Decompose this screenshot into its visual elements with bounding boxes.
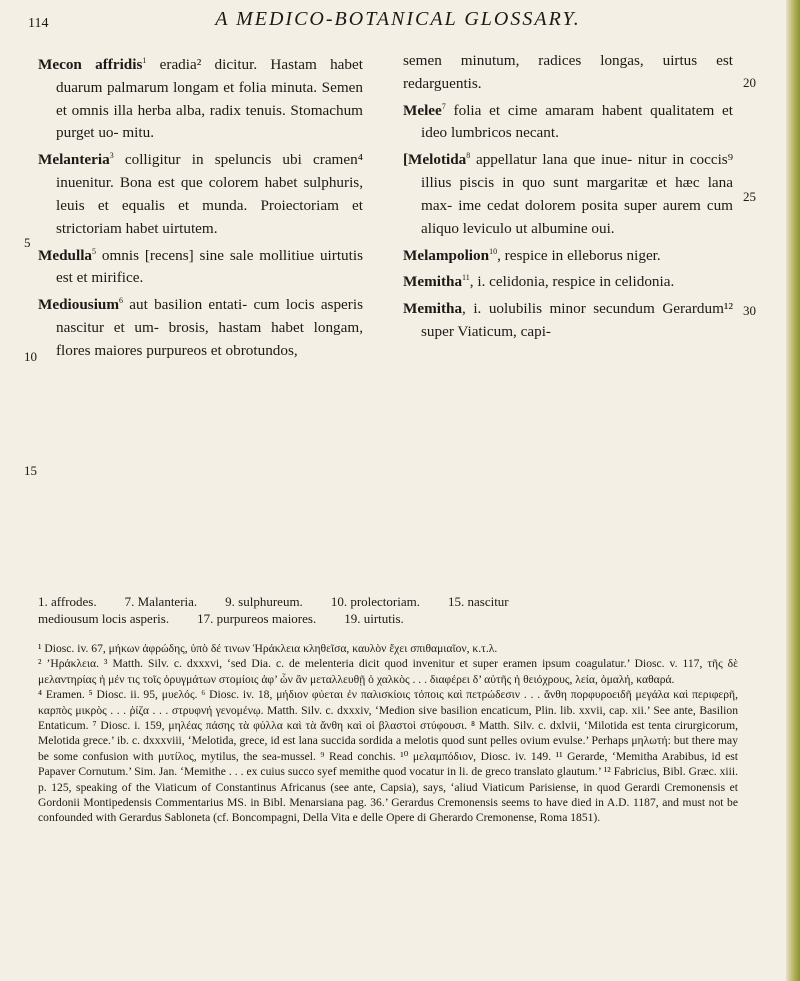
- glossary-entry: [38, 290, 363, 362]
- entry-text: folia et cime amaram habent qualitatem et ideo lumbricos necant.: [421, 101, 733, 142]
- editorial-note: mediousum locis asperis.: [38, 611, 170, 626]
- entry-text: appellatur lana que inue- nitur in coccis⁹ illius piscis in quo sunt margaritæ et hæc lana max- ime cedat dolorem posita super aurem cum aliquo leviculo ut albumine oui.: [421, 151, 733, 237]
- footnote-ref: 11: [462, 273, 470, 283]
- glossary-entry: [403, 241, 733, 268]
- entry-headword: Memitha: [403, 300, 463, 318]
- footnote-ref: 6: [119, 296, 124, 306]
- glossary-entry: [403, 267, 733, 294]
- glossary-entry: [38, 241, 363, 291]
- footnote-ref: 3: [109, 151, 114, 161]
- page-header: [28, 8, 768, 36]
- editorial-note: 15. nascitur: [447, 594, 509, 609]
- entry-text: colligitur in speluncis ubi cramen⁴ inuenitur. Bona est que colorem habet sulphuris, leuis et equalis et munda. Proiectoriam et strictoriam habet uirtutem.: [56, 151, 363, 237]
- line-number: 10: [24, 349, 37, 364]
- entry-text: , i. uolubilis minor secundum Gerardum¹² super Viaticum, capi-: [421, 300, 733, 341]
- editorial-note: 17. purpureos maiores.: [197, 611, 317, 626]
- entry-text: , i. celidonia, respice in celidonia.: [469, 273, 675, 291]
- running-head: A MEDICO-BOTANICAL GLOSSARY.: [215, 8, 581, 30]
- footnote-ref: 10: [489, 246, 498, 256]
- footnote-ref: 5: [92, 246, 97, 256]
- glossary-entry: [403, 96, 733, 146]
- entry-headword: Melanteria: [38, 151, 110, 169]
- entry-text: eradia² dicitur. Hastam habet duarum palmarum longam et folia minuta. Semen et omnis illa herba alba, radix tenuis. Stomachum purget uo- mitu.: [56, 56, 363, 142]
- footnote-ref: 7: [441, 101, 446, 111]
- editorial-notes: [38, 593, 738, 627]
- left-column: [24, 50, 363, 478]
- footnote: ² ’Ηράκλεια. ³ Matth. Silv. c. dxxxvi, ‘sed Dia. c. de melenteria dicit quod invenitur et super eramen ipsum coagulatur.’ Diosc. v. 117, τῆς δὲ μελαντηρίας ἡ μέν τις τοῖς ὀρυγμάτων στομίοις ἀφ’ ὧν ἂν μεταλλευθῇ ὁ χαλκὸς . . . διαφέρει δ’ αὐτῆς ἡ θειόχρους, λεία, ὁμαλή, καθαρά.: [38, 657, 738, 686]
- line-number: 20: [743, 75, 756, 90]
- editorial-note: 19. uirtutis.: [344, 611, 404, 626]
- glossary-entry: [38, 145, 363, 240]
- line-number: 30: [743, 303, 756, 318]
- entry-headword: Melampolion: [403, 246, 490, 264]
- page-edge-strip: [786, 0, 800, 981]
- editorial-notes-row: [38, 610, 738, 627]
- entry-headword: Medulla: [38, 246, 93, 264]
- line-number: 25: [743, 189, 756, 204]
- glossary-entry: [38, 50, 363, 145]
- glossary-entry-continued: [403, 50, 733, 96]
- editorial-note: 9. sulphureum.: [225, 594, 303, 609]
- entry-text: , respice in elleborus niger.: [497, 246, 661, 264]
- footnote-ref: 8: [466, 151, 471, 161]
- line-number: 15: [24, 463, 37, 478]
- editorial-note: 10. prolectoriam.: [330, 594, 420, 609]
- editorial-note: 1. affrodes.: [38, 594, 97, 609]
- footnote: ⁴ Eramen. ⁵ Diosc. ii. 95, μυελός. ⁶ Diosc. iv. 18, μήδιον φύεται ἐν παλισκίοις τόποις καὶ πετρώδεσιν . . . ἄνθη πορφυροειδῆ μεγάλα καὶ περιφερῆ, καρπὸς μικρὸς . . . ῥίζα . . . στρυφνή γενομένῳ. Matth. Silv. c. dxxxiv, ‘Medion sive basilion encaticum, Plin. lib. xxvii, cap. xii.’ See ante, Basilion Entaticum. ⁷ Diosc. i. 159, μηλέας πάσης τὰ φύλλα καὶ τὰ ἄνθη καὶ οἱ βλαστοὶ στύφουσι. ⁸ Matth. Silv. c. dxlvii, ‘Milotida est tenta cirurgicorum, Melotida grece.’ ib. c. dxxxviii, ‘Melotida, grece, id est lana succida sordida a melotis quod sunt pelles ovium evulse.’ Perhaps μηλωτή: but there may be some confusion with μυτίλος, mytilus, the sea-mussel. ⁹ Read conchis. ¹⁰ μελαμπόδιον, Diosc. iv. 149. ¹¹ Gerarde, ‘Memitha Arabibus, id est Papaver Cornutum.’ Sim. Jan. ‘Memithe . . . ex cuius succo syef memithe quod vocatur in li. de greco translato glautum.’ ¹² Fabricius, Bibl. Græc. xiii. p. 125, speaking of the Viaticum of Constantinus Africanus (see ante, Capsia), says, ‘aliud Viaticum Parisiense, in quod Gerardi Cremonensis et Gordonii Montipedensis Commentarius MS. in Bibl. Menarsiana pag. 36.’ Gerardus Cremonensis seems to have died in A.D. 1187, and must not be confounded with Gerardus Sabloneta (cf. Boncompagni, Della Vita e delle Opere di Gherardo Cremonense, Roma 1851).: [38, 688, 738, 825]
- book-page: [24, 0, 768, 981]
- entry-headword: [Melotida: [403, 151, 467, 169]
- glossary-entry: [403, 145, 733, 240]
- footnotes: [38, 641, 738, 826]
- right-column: [403, 50, 756, 344]
- footnote-ref: 1: [142, 56, 147, 65]
- line-number: 5: [24, 235, 31, 250]
- editorial-note: 7. Malanteria.: [124, 594, 198, 609]
- editorial-notes-row: [38, 593, 738, 610]
- entry-text: aut basilion entati- cum locis asperis nascitur et um- brosis, hastam habet longam, flores maiores purpureos et obrotundos,: [56, 296, 363, 359]
- glossary-entry: [403, 294, 733, 344]
- entry-headword: Memitha: [403, 273, 463, 291]
- footnote: ¹ Diosc. iv. 67, μήκων ἀφρώδης, ὑπὸ δέ τινων Ἡράκλεια κληθεῖσα, καυλὸν ἔχει σπιθαμιαῖον, κ.τ.λ.: [38, 642, 498, 655]
- entry-text: semen minutum, radices longas, uirtus est redarguentis.: [403, 52, 733, 92]
- entry-headword: Mecon affridis: [38, 56, 143, 74]
- page-number: 114: [28, 16, 49, 31]
- entry-headword: Melee: [403, 101, 442, 119]
- entry-headword: Mediousium: [38, 296, 120, 314]
- entry-text: omnis [recens] sine sale mollitiue uirtutis est et mirifice.: [56, 246, 363, 287]
